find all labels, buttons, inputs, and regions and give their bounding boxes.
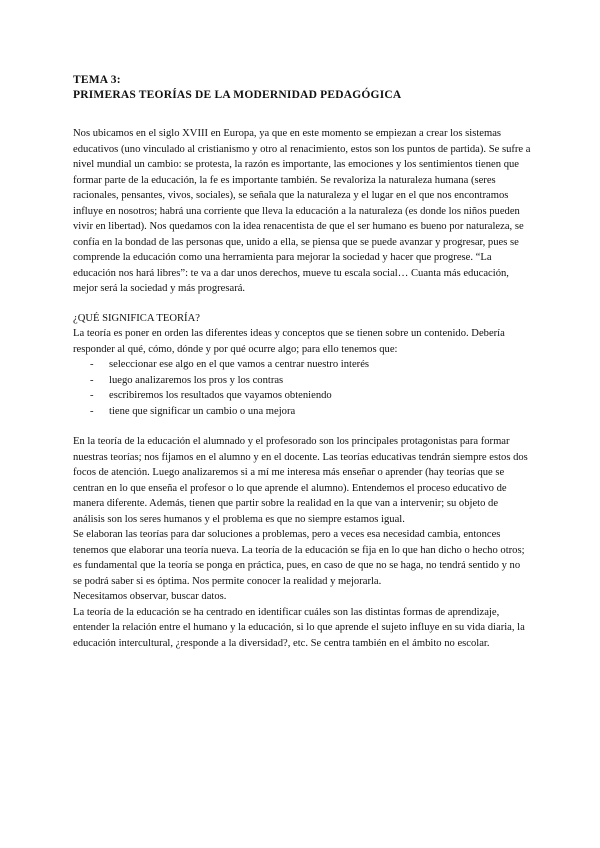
- document-title: PRIMERAS TEORÍAS DE LA MODERNIDAD PEDAGÓGICA: [73, 89, 402, 101]
- spacer: [73, 103, 531, 126]
- section-heading: ¿QUÉ SIGNIFICA TEORÍA?: [73, 312, 200, 324]
- solutions-paragraph: Se elaboran las teorías para dar soluciones a problemas, pero a veces esa necesidad cambia, entonces tenemos que elaborar una teoría nueva. La teoría de la educación se fija en lo que han dicho o hecho otros; es fundamental que la teoría se ponga en práctica, pues, en caso de que no se haga, no tendrá sentido y no se podrá saber si es óptima. Nos permite conocer la realidad y mejorarla.: [73, 529, 525, 587]
- dash-bullet: -: [90, 390, 94, 401]
- dash-bullet: -: [90, 405, 94, 417]
- list-item: [73, 373, 531, 389]
- dash-bullet: -: [90, 359, 94, 370]
- intro-paragraph: Nos ubicamos en el siglo XVIII en Europa, ya que en este momento se empiezan a crear los sistemas educativos (uno vinculado al cristianismo y otro al renacimiento, estos son los puntos de partida). Se sufre a nivel mundial un cambio: se protesta, la razón es importante, las emociones y los sentimientos tienen que formar parte de la educación, la fe es importante también. Se revaloriza la naturaleza humana (seres racionales, pensantes, vivos, sociales), se señala que la naturaleza y el lugar en el que nos encontramos influye en nosotros; habrá una corriente que lleva la educación a la naturaleza (es donde los niños pueden vivir en libertad). Nos quedamos con la idea renacentista de que el ser humano es bueno por naturaleza, se confía en la bondad de las personas que, unido a ella, se piensa que se puede avanzar y progresar, pues se comprende la educación como una herramienta para mejorar la sociedad y hacer que progrese. “La educación nos hará libres”: te va a dar unos derechos, mueve tu escala social… Cuanta más educación, mejor será la sociedad y más progresará.: [73, 128, 531, 294]
- list-item-text: seleccionar ese algo en el que vamos a centrar nuestro interés: [109, 359, 370, 370]
- dash-bullet: -: [90, 374, 94, 386]
- document-page: [73, 73, 531, 651]
- theory-paragraph: La teoría es poner en orden las diferentes ideas y conceptos que se tienen sobre un contenido. Debería responder al qué, cómo, dónde y por qué ocurre algo; para ello tenemos que:: [73, 328, 505, 355]
- list-item-text: luego analizaremos los pros y los contras: [109, 374, 284, 386]
- protagonists-paragraph: En la teoría de la educación el alumnado y el profesorado son los principales protagonistas para formar nuestras teorías; nos fijamos en el alumno y en el docente. Las teorías educativas tendrán siempre estos dos focos de atención. Luego analizaremos si a mí me interesa más enseñar o aprender (hay teorías que se centran en lo que enseña el profesor o lo que aprende el alumno). Entendemos el proceso educativo de manera diferente. Además, tienen que partir sobre la realidad en la que van a intervenir; su objeto de análisis son los seres humanos y el problema es que no siempre estamos igual.: [73, 436, 528, 525]
- list-item-text: escribiremos los resultados que vayamos obteniendo: [109, 390, 332, 401]
- spacer: [73, 419, 531, 434]
- spacer: [73, 297, 531, 311]
- steps-list: [73, 357, 531, 419]
- list-item: [73, 404, 531, 420]
- observe-paragraph: Necesitamos observar, buscar datos.: [73, 591, 227, 602]
- list-item-text: tiene que significar un cambio o una mejora: [109, 405, 296, 417]
- list-item: [73, 357, 531, 373]
- topic-number: TEMA 3:: [73, 74, 121, 86]
- focus-paragraph: La teoría de la educación se ha centrado en identificar cuáles son las distintas formas de aprendizaje, entender la relación entre el humano y la educación, si lo que aprende el sujeto influye en su vida diaria, la educación intercultural, ¿responde a la diversidad?, etc. Se centra también en el ámbito no escolar.: [73, 606, 525, 649]
- list-item: [73, 388, 531, 404]
